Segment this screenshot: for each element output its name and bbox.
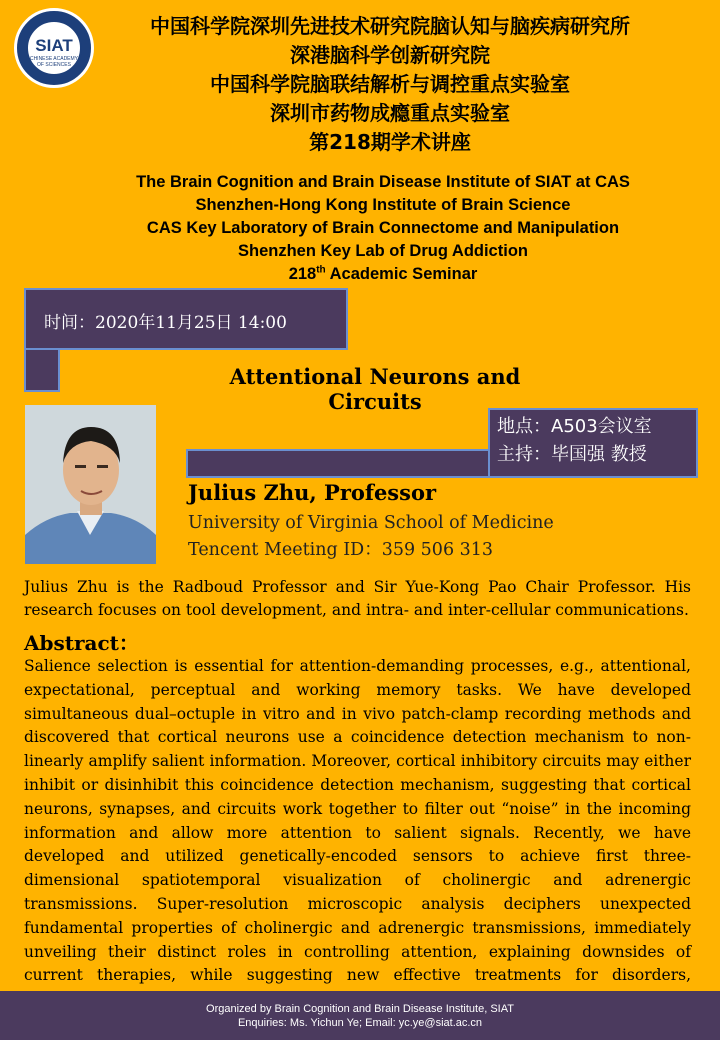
cn-title-5: 第218期学术讲座 bbox=[309, 130, 471, 154]
en-title-3: CAS Key Laboratory of Brain Connectome and Manipulation bbox=[146, 219, 620, 237]
footer bbox=[0, 991, 720, 1040]
cn-title-4: 深圳市药物成瘾重点实验室 bbox=[270, 101, 510, 125]
seminar-number: 218 bbox=[288, 265, 317, 283]
speaker-bio: Julius Zhu is the Radboud Professor and Sir Yue-Kong Pao Chair Professor. His research focuses on tool development, and intra- and inter-cellular communications. bbox=[24, 578, 691, 619]
abstract-heading: Abstract： bbox=[24, 631, 139, 655]
footer-enquiries: Enquiries: Ms. Yichun Ye; Email: yc.ye@siat.ac.cn bbox=[237, 1017, 483, 1029]
place-host-text bbox=[497, 413, 652, 469]
footer-organizer: Organized by Brain Cognition and Brain Disease Institute, SIAT bbox=[206, 1003, 514, 1015]
chinese-titles bbox=[90, 12, 690, 157]
speaker-portrait-image bbox=[25, 405, 156, 564]
event-location: 地点：A503会议室 bbox=[497, 416, 652, 437]
logo-abbr: SIAT bbox=[35, 36, 73, 55]
speaker-photo bbox=[25, 405, 156, 564]
en-title-4: Shenzhen Key Lab of Drug Addiction bbox=[238, 242, 528, 260]
en-title-2: Shenzhen-Hong Kong Institute of Brain Science bbox=[195, 196, 571, 214]
meeting-id: Tencent Meeting ID：359 506 313 bbox=[188, 540, 494, 560]
speaker-affiliation: University of Virginia School of Medicine bbox=[188, 513, 554, 533]
cn-title-2: 深港脑科学创新研究院 bbox=[290, 43, 490, 67]
event-host: 主持：毕国强 教授 bbox=[497, 444, 647, 465]
cn-title-3: 中国科学院脑联结解析与调控重点实验室 bbox=[210, 72, 570, 96]
cn-title-1: 中国科学院深圳先进技术研究院脑认知与脑疾病研究所 bbox=[150, 14, 630, 38]
seminar-suffix: th bbox=[316, 264, 326, 276]
en-title-1: The Brain Cognition and Brain Disease Institute of SIAT at CAS bbox=[136, 173, 630, 191]
seminar-label: Academic Seminar bbox=[325, 265, 478, 283]
siat-logo bbox=[14, 8, 94, 88]
seminar-line bbox=[0, 263, 720, 286]
abstract-text: Salience selection is essential for attention-demanding processes, e.g., attentional, expectational, perceptual and working memory tasks. We have developed simultaneous dual–octuple in vitro and in vivo patch-clamp recording methods and discovered that cortical neurons use a coincidence detection mechanism to non-linearly amplify salient information. Moreover, cortical inhibitory circuits may either inhibit or disinhibit this coincidence detection mechanism, suggesting that cortical neurons, synapses, and circuits work together to filter out “noise” in the incoming information and allow more attention to salient signals. Recently, we have developed and utilized genetically-encoded sensors to achieve first three-dimensional spatiotemporal visualization of cholinergic and adrenergic transmissions. Super-resolution microscopic analysis deciphers unexpected fundamental properties of cholinergic and adrenergic transmissions, immediately unveiling their distinct roles in controlling attention, explaining downsides of current therapies, while suggesting new effective treatments for disorders, bbox=[24, 657, 691, 985]
talk-title: Attentional Neurons and Circuits bbox=[229, 364, 521, 414]
speaker-affiliation-block bbox=[188, 510, 554, 564]
logo-subtext: CHINESE ACADEMY OF SCIENCES bbox=[29, 56, 79, 68]
english-titles bbox=[0, 171, 720, 286]
speaker-name: Julius Zhu, Professor bbox=[188, 480, 437, 505]
event-time: 时间：2020年11月25日 14:00 bbox=[44, 313, 287, 333]
logo-inner-ring bbox=[26, 20, 82, 76]
